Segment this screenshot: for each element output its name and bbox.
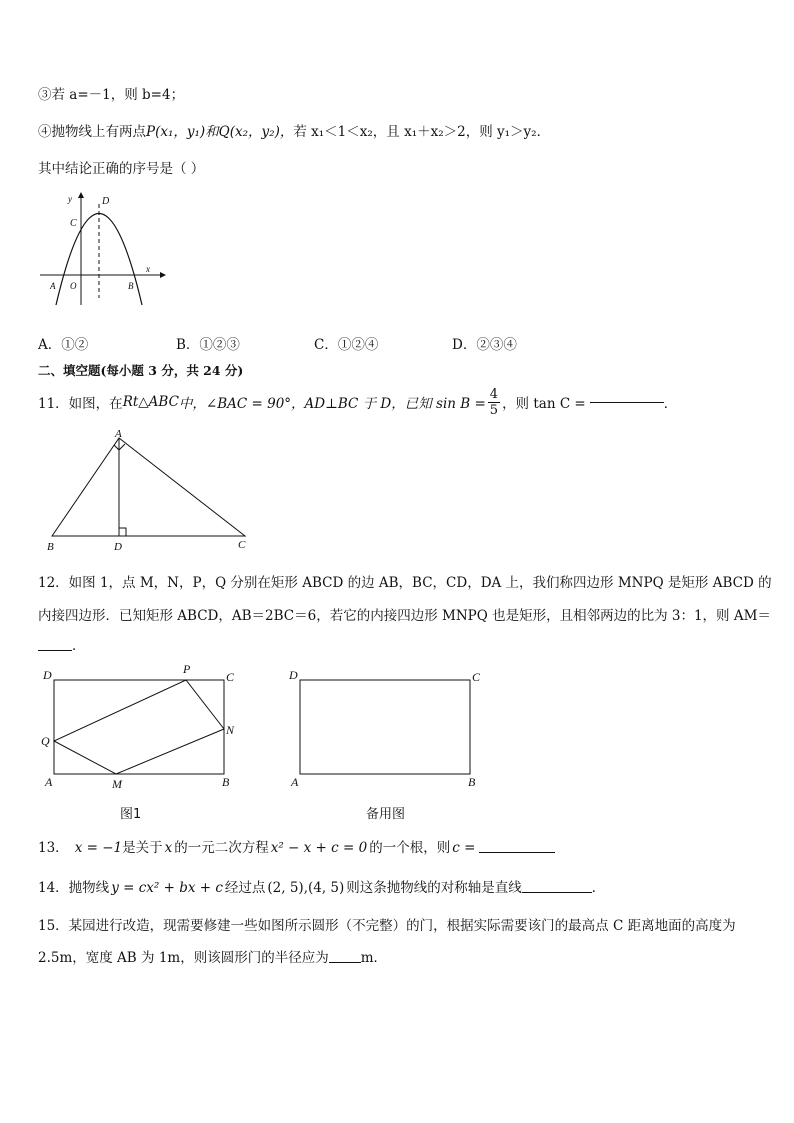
q13-prefix: 13．: [38, 840, 69, 856]
q11-mid: 中，∠BAC = 90°，AD⊥BC 于 D，已知 sin B =: [178, 396, 486, 412]
q11-num: 4: [489, 386, 499, 402]
q15-line2a: 2.5m，宽度 AB 为 1m，则该圆形门的半径应为: [38, 950, 329, 966]
rect-abcd-fig1: [54, 680, 224, 774]
q12-line2: 内接四边形．已知矩形 ABCD，AB＝2BC＝6，若它的内接四边形 MNPQ 也是矩形，且相邻两边的比为 3：1，则 AM＝: [38, 608, 771, 624]
q13-suffix: 的一个根，则: [369, 840, 451, 856]
q14-end: ．: [591, 880, 606, 896]
spare-label-A: A: [291, 775, 299, 789]
q10-options: [38, 333, 590, 353]
section-2-heading: 二、填空题(每小题 3 分，共 24 分): [38, 363, 244, 378]
q13-eq1: x = −1: [74, 840, 123, 856]
label-B: B: [128, 281, 134, 291]
label-A: A: [50, 281, 56, 291]
q11-den: 5: [489, 402, 499, 418]
label-y: y: [68, 194, 72, 204]
label-D: D: [102, 196, 110, 207]
q10-item3: ③若 a=－1，则 b=4；: [38, 87, 185, 103]
q11-text: [38, 383, 677, 421]
tri-label-B: B: [47, 541, 54, 553]
q13-text: [38, 836, 555, 856]
q13-eq2: x² − x + c = 0: [270, 840, 368, 856]
y-arrow: [78, 192, 84, 198]
fig1-label-P: P: [183, 663, 191, 676]
fig1-label-A: A: [45, 775, 53, 789]
q14-suffix: 则这条抛物线的对称轴是直线: [346, 880, 522, 896]
q10-item4: [38, 120, 550, 140]
q12-figure-1: [38, 663, 248, 793]
option-b[interactable]: B．①②③: [176, 337, 240, 353]
q12-answer-blank[interactable]: [38, 649, 72, 651]
spare-label-D: D: [289, 668, 298, 682]
fig1-label-M: M: [112, 777, 122, 791]
q14-mid: 经过点: [224, 880, 266, 896]
q12-line3: ．: [72, 638, 86, 654]
q10-question: 其中结论正确的序号是（ ）: [38, 161, 205, 177]
spare-label-C: C: [472, 670, 481, 684]
q15-line1: 15．某园进行改造，现需要修建一些如图所示圆形（不完整）的门，根据实际需要该门的最高点 C 距离地面的高度为: [38, 918, 736, 934]
q11-triangle-figure: [40, 428, 260, 553]
fig1-label-Q: Q: [41, 734, 50, 748]
spare-label-B: B: [468, 775, 476, 789]
rect-abcd-spare: [300, 680, 470, 774]
quad-mnpq: [54, 680, 224, 774]
q15-line2: [38, 946, 387, 966]
q13-mid: 是关于: [122, 840, 163, 856]
caption-spare-figure: 备用图: [366, 807, 406, 822]
right-angle-d: [119, 528, 126, 536]
q11-prefix: 11．如图，在: [38, 396, 123, 412]
label-C: C: [70, 218, 77, 229]
option-a[interactable]: A．①②: [38, 337, 89, 353]
option-d[interactable]: D．②③④: [452, 337, 517, 353]
q15-answer-blank[interactable]: [329, 961, 361, 963]
q12-line3-wrap: [38, 634, 86, 654]
q13-answer-blank[interactable]: [479, 851, 555, 853]
q15-line2b: m．: [360, 950, 388, 966]
q13-mid2: 的一元二次方程: [174, 840, 269, 856]
q11-fraction: [488, 387, 500, 418]
q10-parabola-graph: [38, 190, 168, 310]
label-O: O: [70, 281, 77, 291]
q14-points: (2, 5),(4, 5): [267, 880, 345, 896]
q10-item4-prefix: ④抛物线上有两点: [38, 124, 146, 140]
fig1-label-D: D: [43, 668, 52, 682]
fig1-label-C: C: [226, 670, 235, 684]
q14-eq: y = cx² + bx + c: [111, 880, 223, 896]
x-arrow: [160, 272, 166, 278]
q13-var: x: [164, 840, 173, 856]
q10-item4-cond: 若 x₁＜1＜x₂，且 x₁＋x₂＞2，则 y₁＞y₂．: [293, 124, 551, 140]
caption-figure-1: 图1: [120, 807, 142, 822]
q14-prefix: 14．抛物线: [38, 880, 110, 896]
q11-end: ．: [663, 396, 678, 412]
q14-text: [38, 876, 605, 896]
q13-c: c =: [452, 840, 476, 856]
option-c[interactable]: C．①②④: [314, 337, 379, 353]
triangle-abc: [52, 438, 245, 536]
q11-suffix: ，则 tan C =: [502, 396, 586, 412]
tri-label-D: D: [114, 541, 122, 553]
fig1-label-B: B: [222, 775, 230, 789]
q11-triangle: Rt△ABC: [122, 394, 179, 410]
q12-line2-wrap: [38, 604, 771, 624]
q12-spare-figure: [284, 663, 494, 793]
q12-line1: 12．如图 1，点 M，N，P，Q 分别在矩形 ABCD 的边 AB，BC，CD，DA 上，我们称四边形 MNPQ 是矩形 ABCD 的: [38, 575, 772, 591]
q10-item4-points: P(x₁，y₁)和Q(x₂，y₂)，: [146, 124, 294, 140]
q11-answer-blank[interactable]: [590, 401, 664, 403]
q14-answer-blank[interactable]: [522, 891, 592, 893]
label-x: x: [146, 264, 150, 274]
fig1-label-N: N: [226, 723, 235, 737]
tri-label-C: C: [238, 539, 246, 551]
tri-label-A: A: [115, 428, 122, 440]
